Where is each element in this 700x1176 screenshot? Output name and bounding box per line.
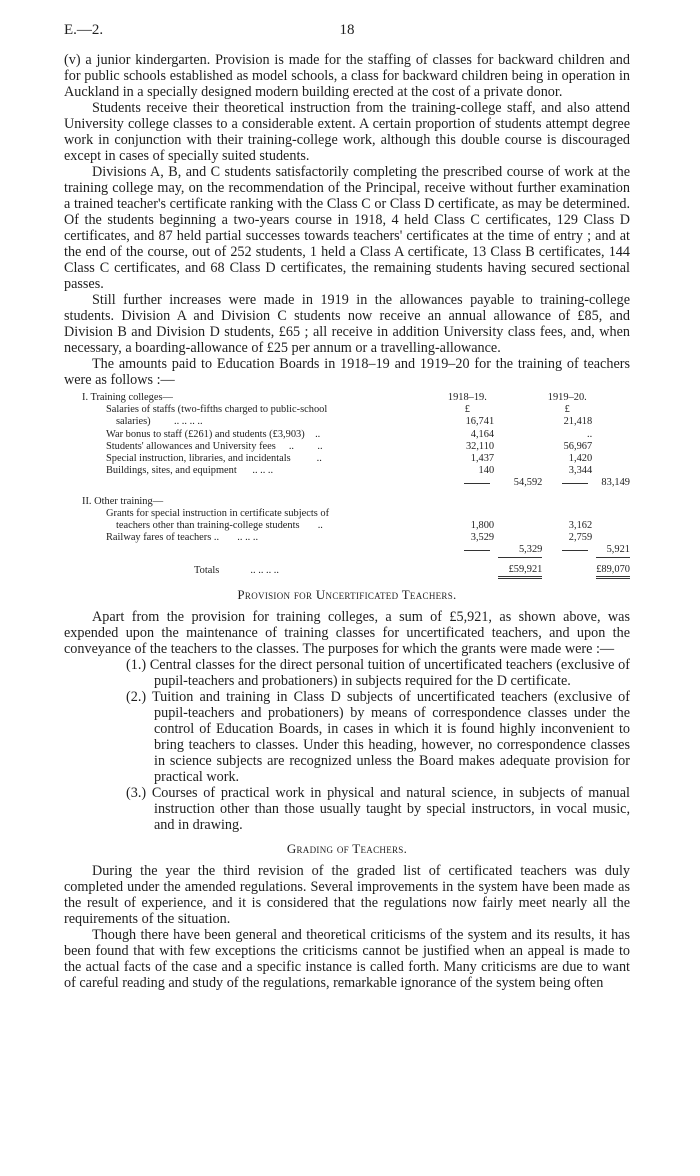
cell-subtotal-training-1919: 83,149 [601, 477, 630, 489]
row-students-label: Students' allowances and University fees [106, 440, 276, 452]
paragraph-1: (v) a junior kindergarten. Provision is made for the staffing of classes for backward children and for public schools established as model schools, a class for backward children being in operation in Auckland in a specially designed modern building erected at the cost of a private donor. [64, 52, 630, 100]
paragraph-7: During the year the third revision of the graded list of certificated teachers was duly completed under the amended regulations. Several improvements in the system have been made as the result of experience, and it is considered that the regulations now fairly meet nearly all the requirements of the situation. [64, 862, 630, 927]
section-other-training: II. Other training— [82, 495, 164, 507]
page-header [64, 22, 630, 52]
cell-total-1918: £59,921 [498, 557, 542, 577]
cell-subtotal-training-1918: 54,592 [513, 477, 543, 489]
cell-railway-1918: 3,529 [470, 532, 495, 544]
row-grants-label-cont: teachers other than training-college students [116, 520, 300, 532]
leader-dots: .. [317, 440, 323, 452]
pound-sign-1919: £ [564, 404, 570, 416]
cell-subtotal-other-1918: 5,329 [518, 544, 543, 556]
section-heading-grading: Grading of Teachers. [286, 840, 408, 856]
leader-dots: .. .. .. .. [250, 565, 279, 577]
paragraph-4: Still further increases were made in 1919 in the allowances payable to training-college students. Division A and Division C students now receive an annual allowance of £85, and Division B and Division D students, £65 ; all receive in addition University class fees, and, when necessary, a boarding-allowance of £25 per annum or a travelling-allowance. [64, 292, 630, 356]
list-item-3: (3.) Courses of practical work in physical and natural science, in subjects of manual instruction other than those usually taught by special instructors, in vocal music, and in drawing. [126, 784, 630, 833]
expenditure-table [64, 392, 630, 579]
cell-special-1919: 1,420 [568, 453, 593, 465]
paragraph-6: Apart from the provision for training colleges, a sum of £5,921, as shown above, was expended upon the maintenance of training classes for uncertificated teachers, and upon the conveyance of the teachers to the classes. The purposes for which the grants were made were :— [64, 608, 630, 657]
cell-buildings-1918: 140 [478, 465, 495, 477]
column-header-1918: 1918–19. [447, 392, 487, 403]
paragraph-5: The amounts paid to Education Boards in 1918–19 and 1919–20 for the training of teachers were as follows :— [64, 356, 630, 388]
row-railway-label: Railway fares of teachers .. [106, 532, 220, 544]
row-war-bonus-label: War bonus to staff (£261) and students (£3,903) [106, 428, 305, 440]
cell-students-1919: 56,967 [563, 440, 593, 452]
paragraph-8: Though there have been general and theoretical criticisms of the system and its results, it has been found that with few exceptions the criticisms cannot be justified when an appeal is made to the actual facts of the case and a specific instance is called forth. Many criticisms are due to want of careful reading and study of the regulations, remarkable ignorance of the system being often [64, 926, 630, 991]
cell-railway-1919: 2,759 [568, 532, 593, 544]
cell-war-1919: .. [586, 428, 593, 440]
document-reference: E.—2. [64, 22, 104, 38]
cell-grants-1919: 3,162 [568, 520, 593, 532]
cell-salaries-1919: 21,418 [563, 416, 593, 428]
row-salaries-label: Salaries of staffs (two-fifths charged to public-school [106, 404, 328, 416]
list-item-2: (2.) Tuition and training in Class D subjects of uncertificated teachers (exclusive of pupil-teachers and probationers) by means of correspondence classes under the control of Education Boards, in cases in which it is found highly inconvenient to bring teachers to classes. Under this heading, however, no correspondence classes in science subjects are recognized unless the Board makes adequate provision for practical work. [126, 688, 630, 785]
list-item-1: (1.) Central classes for the direct personal tuition of uncertificated teachers (exclusive of pupil-teachers and probationers) in subjects required for the D certificate. [126, 656, 630, 689]
cell-buildings-1919: 3,344 [568, 465, 593, 477]
leader-dots: .. .. .. [237, 532, 259, 544]
row-special-label: Special instruction, libraries, and incidentals [106, 453, 291, 465]
cell-subtotal-other-1919: 5,921 [606, 544, 630, 556]
cell-special-1918: 1,437 [470, 453, 495, 465]
row-buildings-label: Buildings, sites, and equipment [106, 465, 237, 477]
leader-dots: .. .. .. [252, 465, 274, 477]
section-heading-uncertificated: Provision for Uncertificated Teachers. [237, 586, 457, 602]
cell-students-1918: 32,110 [465, 440, 495, 452]
page-number: 18 [339, 22, 355, 38]
leader-dots: .. .. .. .. [174, 416, 203, 428]
paragraph-3: Divisions A, B, and C students satisfactorily completing the prescribed course of work at the training college may, on the recommendation of the Principal, receive without further examination a trained teacher's certificate ranking with the Class C or Class D certificate, as may be determined. Of the students beginning a two-years course in 1918, 4 held Class C certificates, 129 Class D certificates, and 87 held partial successes towards teachers' certificates at the time of entry ; and at the end of the course, out of 252 students, 1 held a Class A certificate, 13 Class B certificates, 144 Class C certificates, and 68 Class D certificates, the remaining students having secured sectional passes. [64, 164, 630, 292]
totals-label: Totals [194, 565, 220, 577]
cell-war-1918: 4,164 [470, 428, 495, 440]
row-grants-label: Grants for special instruction in certificate subjects of [106, 507, 330, 519]
paragraph-2: Students receive their theoretical instruction from the training-college staff, and also attend University college classes to a considerable extent. A certain proportion of students attempt degree work in conjunction with their training-college work, although this double course is discouraged except in cases of specially suited students. [64, 100, 630, 164]
leader-dots: .. [315, 428, 321, 440]
section-training-colleges: I. Training colleges— [82, 392, 173, 403]
pound-sign-1918: £ [464, 404, 470, 416]
cell-salaries-1918: 16,741 [465, 416, 495, 428]
cell-grants-1918: 1,800 [470, 520, 495, 532]
column-header-1919: 1919–20. [547, 392, 587, 403]
leader-dots: .. [288, 440, 295, 452]
leader-dots: .. [317, 520, 323, 532]
leader-dots: .. [316, 453, 322, 465]
cell-total-1919: £89,070 [596, 557, 630, 577]
row-salaries-label-cont: salaries) [116, 416, 151, 428]
